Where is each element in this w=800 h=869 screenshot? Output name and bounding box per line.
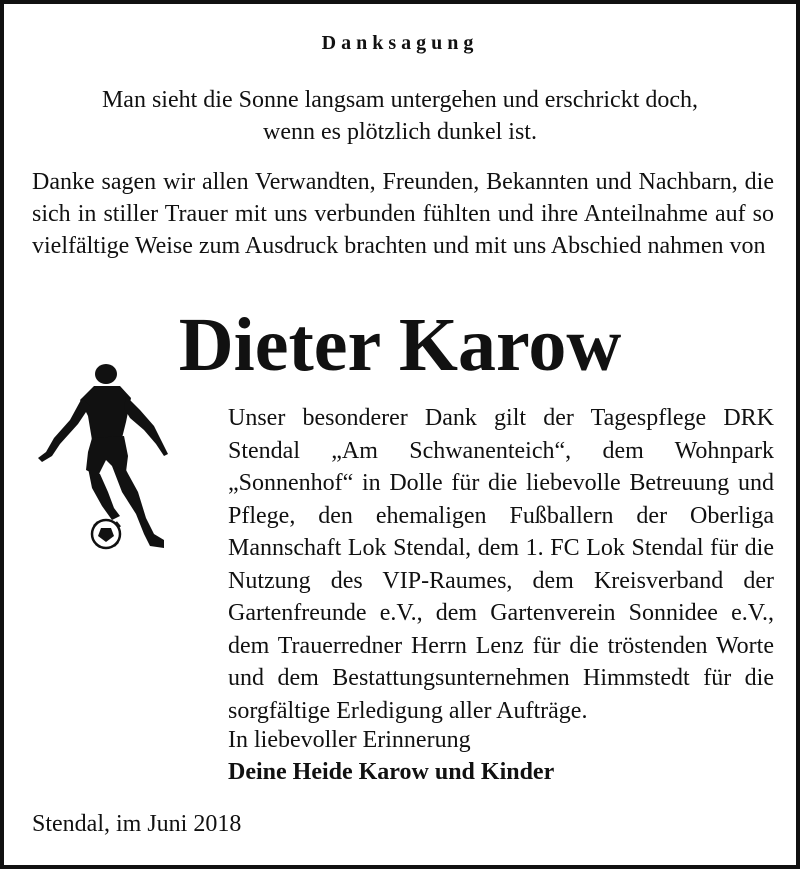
intro-paragraph: Danke sagen wir allen Verwandten, Freunden, Bekannten und Nachbarn, die sich in stiller Trauer mit uns verbunden fühlten und ihre Anteilnahme auf so vielfältige Weise zum Ausdruck brachten und mit uns Abschied nahmen von xyxy=(32,169,774,259)
memory-line: In liebevoller Erinnerung xyxy=(228,727,471,753)
soccer-player-silhouette-icon xyxy=(30,364,180,564)
motto-quote xyxy=(4,84,796,148)
notice-heading: Danksagung xyxy=(321,32,479,54)
motto-line-2: wenn es plötzlich dunkel ist. xyxy=(263,119,537,145)
place-date: Stendal, im Juni 2018 xyxy=(32,811,242,837)
motto-line-1: Man sieht die Sonne langsam untergehen und erschrickt doch, xyxy=(101,87,699,113)
thanks-paragraph: Unser besonderer Dank gilt der Tagespflege DRK Stendal „Am Schwanenteich“, dem Wohnpark „Sonnenhof“ in Dolle für die liebevolle Betreuung und Pflege, den ehemaligen Fußballern der Oberliga Mannschaft Lok Stendal, dem 1. FC Lok Stendal für die Nutzung des VIP-Raumes, dem Kreisverband der Gartenfreunde e.V., dem Gartenverein Sonnidee e.V., dem Trauerredner Herrn Lenz für die tröstenden Worte und dem Bestattungsunternehmen Himmstedt für die sorgfältige Erledigung aller Aufträge. xyxy=(228,405,774,724)
signers: Deine Heide Karow und Kinder xyxy=(228,759,555,785)
deceased-name: Dieter Karow xyxy=(178,303,622,387)
